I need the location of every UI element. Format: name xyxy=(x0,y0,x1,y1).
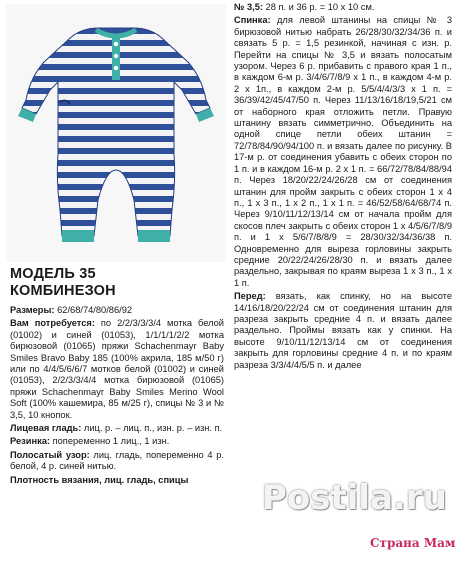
right-column xyxy=(234,2,454,562)
model-name: КОМБИНЕЗОН xyxy=(10,283,116,299)
gauge-paragraph: Плотность вязания, лиц. гладь, спицы xyxy=(10,474,189,485)
watermark-logo: Postila.ru xyxy=(262,478,447,518)
back-paragraph: Спинка: для левой штанины на спицы № 3 бирюзовой нитью набрать 26/28/30/32/34/36 п. и связать 5 р. = 1,5 резинкой, начиная с изн. р. Перейти на спицы № 3,5 и вязать полосатым узором. Через 6 р. прибавить с правого края 1 п., в каждом 6-м р. 3/4/6/7/8/9 х 1 п., в каждом 4-м р. 2 х 1п., в каждом 2-м р. 5/5/4/4/3/3 х 1 п. = 36/39/42/45/47/50 п. Через 11/13/16/18/19,5/21 см от наборного края отложить петли. Правую штанину вязать симметрично. Объединить на одной спице петли обеих штанин = 72/78/84/90/94/100 п. и вязать далее по рисунку. В 17-м р. от соединения убавить с обеих сторон по 1 п. и в каждом 16-м р. 2 х 1 п. = 66/72/78/84/88/94 п. Через 18/20/22/24/26/28 см от соединения штанин для пройм закрыть с обеих сторон 1 х 4 п., 1 х 3 п., 1 х 2 п., 1 х 1 п. = 46/52/58/64/68/74 п. Через 9/10/11/12/13/14 см от начала пройм для скосов плеч закрыть с обеих сторон 1 х 4/5/6/7/8/9 п. и 1 х 5/6/7/8/8/9 = 28/30/32/34/36/38 п. Одновременно для выреза горловины закрыть средние 20/22/24/26/28/30 п. и вязать далее раздельно, закрывая по краям выреза 1 х 3 п., 1 х 1 п. xyxy=(234,15,452,288)
model-number: МОДЕЛЬ 35 xyxy=(10,266,96,282)
gauge-continued-paragraph: № 3,5: 28 п. и 36 р. = 10 х 10 см. xyxy=(234,2,375,12)
romper-illustration xyxy=(6,4,226,262)
right-instructions xyxy=(234,2,452,371)
rib-paragraph: Резинка: попеременно 1 лиц., 1 изн. xyxy=(10,436,170,447)
front-paragraph: Перед: вязать, как спинку, но на высоте 14/16/18/20/22/24 см от соединения штанин для разреза закрыть средние 4 п. и вязать далее раздельно. Проймы вязать как у спинки. На высоте 9/10/11/12/13/14 см от соединения закрыть для горловины средние 4 п. и по краям разреза 3/3/4/4/5/5 п. и далее xyxy=(234,291,452,370)
watermark-site: Страна Мам xyxy=(370,536,456,550)
stockinette-paragraph: Лицевая гладь: лиц. р. – лиц. п., изн. р. – изн. п. xyxy=(10,423,223,434)
romper-photo xyxy=(6,4,226,262)
model-title xyxy=(10,266,224,300)
left-column xyxy=(6,0,226,562)
sizes-paragraph: Размеры: 62/68/74/80/86/92 xyxy=(10,305,133,315)
stripe-pattern-paragraph: Полосатый узор: лиц. гладь, попеременно 4 р. белой, 4 р. синей нитью. xyxy=(10,449,225,472)
materials-paragraph: Вам потребуется: по 2/2/3/3/3/4 мотка белой (01002) и синей (01053), 1/1/1/1/2/2 мотка бирюзовой (01065) пряжи Schachenmayr Baby Smiles Bravo Baby 185 (100% акрила, 185 м/50 г) или по 4/4/5/6/6/7 мотков белой (01002) и синей (01053), 2/2/3/3/4/4 мотка бирюзовой (01065) пряжи Schachenmayr Baby Smiles Merino Wool Soft (100% кашемира, 85 м/25 г), спицы № 3 и № 3,5, 10 кнопок. xyxy=(10,318,224,420)
left-instructions xyxy=(10,305,224,488)
